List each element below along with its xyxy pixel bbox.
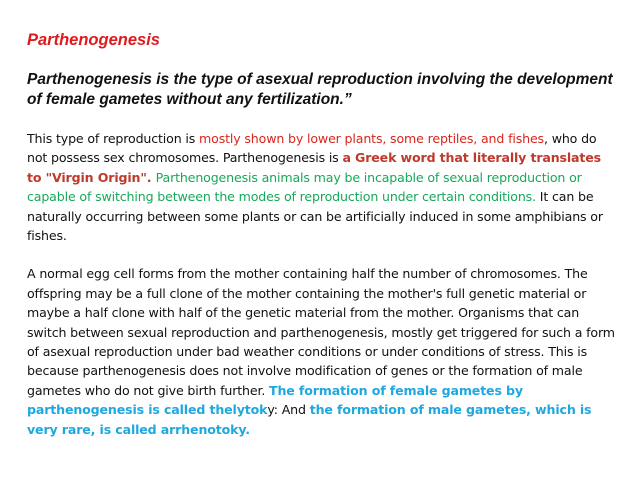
p1-text-1: This type of reproduction is — [27, 131, 200, 146]
paragraph-1 — [27, 129, 618, 245]
p1-text-period: . — [146, 169, 156, 185]
p2-text-1: A normal egg cell forms from the mother containing half the number of chromosomes. The offspring may be a full clone of the mother containing the mother's full genetic material or maybe a half clone with half of the genetic material from the mother. Organisms that can switch between sexual reproduction and parthenogenesis, mostly get triggered for such a form of asexual reproduction under bad weather conditions or under conditions of stress. This is because parthenogenesis does not involve modification of genes or the formation of male gametes who do not give birth further. — [27, 266, 615, 398]
paragraph-2 — [27, 264, 618, 439]
p2-highlight-thelytoky: The formation of female gametes by parthenogenesis is called thelytok — [27, 382, 523, 418]
p1-text-3: It can be naturally occurring between some plants or can be artificially induced in some amphibians or fishes. — [27, 189, 603, 244]
definition-text: Parthenogenesis is the type of asexual reproduction involving the development of female gametes without any fertilization.” — [27, 71, 613, 108]
p1-highlight-organisms: mostly shown by lower plants, some reptiles, and fishes — [199, 131, 544, 146]
p1-highlight-switching: Parthenogenesis animals may be incapable of sexual reproduction or capable of switching between the modes of reproduction under certain conditions. — [27, 169, 582, 205]
p1-highlight-greek-origin: a Greek word that literally translates to "Virgin Origin" — [27, 150, 602, 185]
slide-title: Parthenogenesis — [27, 31, 160, 49]
p2-highlight-arrhenotoky: the formation of male gametes, which is very rare, is called arrhenotoky. — [27, 402, 592, 437]
p1-text-2: , who do not possess sex chromosomes. Parthenogenesis is — [27, 131, 597, 166]
p2-text-2: y: And — [267, 402, 310, 418]
